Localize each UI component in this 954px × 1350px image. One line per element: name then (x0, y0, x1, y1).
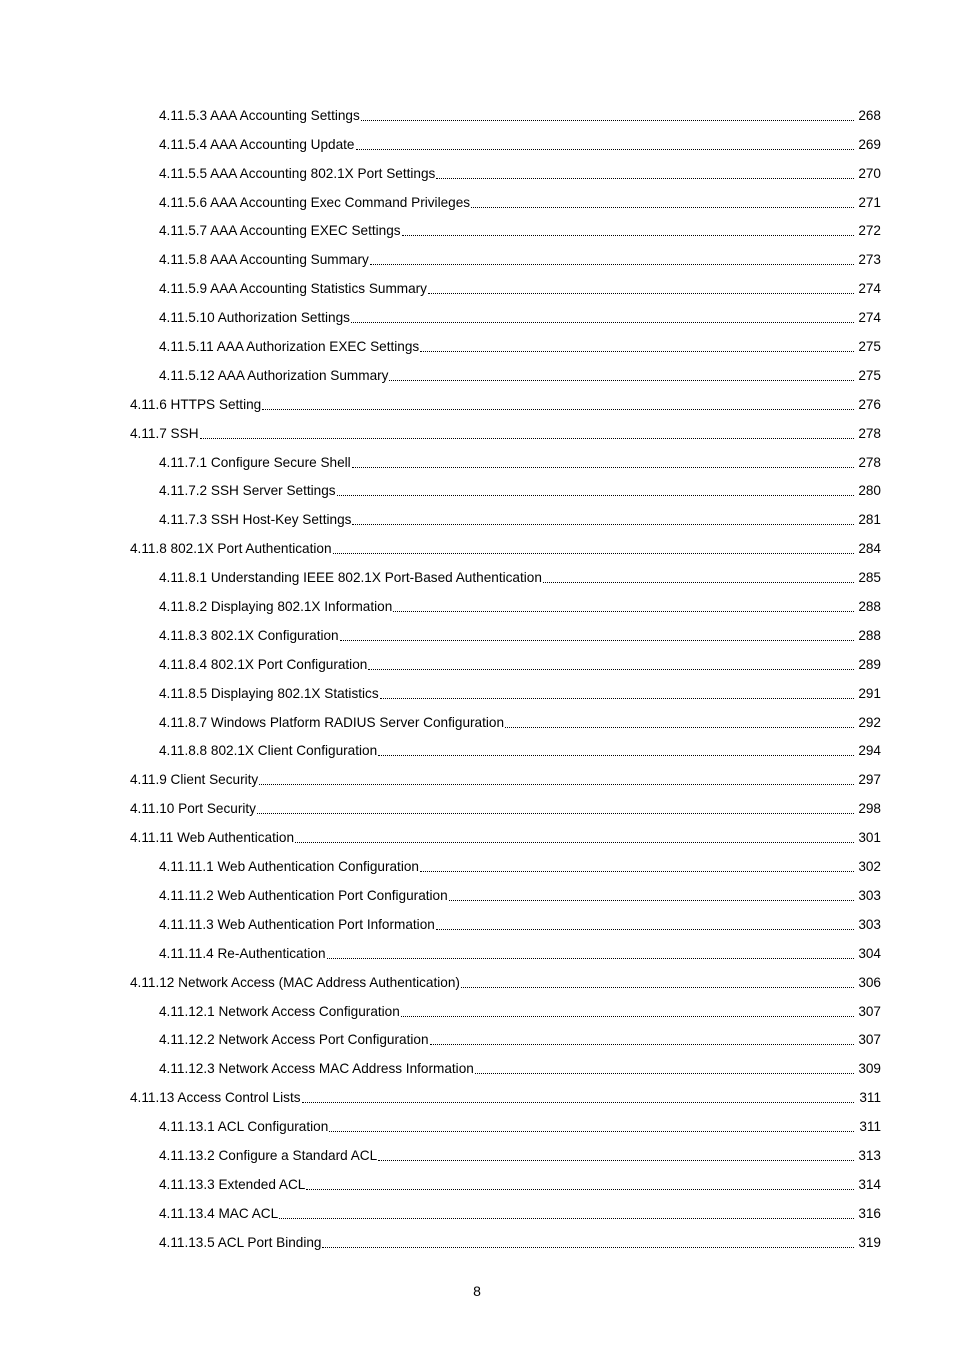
toc-entry[interactable] (0, 504, 954, 533)
toc-entry[interactable] (0, 793, 954, 822)
toc-entry-page-number: 272 (858, 223, 881, 239)
toc-entry[interactable] (0, 447, 954, 476)
toc-entry-title: 4.11.8.3 802.1X Configuration (159, 627, 339, 643)
toc-dot-leader (420, 350, 854, 352)
toc-entry-title: 4.11.8.2 Displaying 802.1X Information (159, 599, 393, 615)
toc-entry[interactable] (0, 591, 954, 620)
toc-entry[interactable] (0, 851, 954, 880)
toc-entry[interactable] (0, 967, 954, 996)
toc-entry-title: 4.11.8.5 Displaying 802.1X Statistics (159, 685, 379, 701)
toc-dot-leader (436, 177, 854, 179)
toc-entry-title: 4.11.5.8 AAA Accounting Summary (159, 252, 369, 268)
toc-dot-leader (402, 234, 854, 236)
toc-dot-leader (430, 1043, 855, 1045)
toc-entry-title: 4.11.5.7 AAA Accounting EXEC Settings (159, 223, 401, 239)
toc-entry-title: 4.11.5.12 AAA Authorization Summary (159, 367, 389, 383)
toc-entry-page-number: 307 (858, 1003, 881, 1019)
toc-entry[interactable] (0, 273, 954, 302)
toc-entry-title: 4.11.5.9 AAA Accounting Statistics Summary (159, 281, 427, 297)
toc-dot-leader (356, 148, 855, 150)
toc-entry-page-number: 288 (858, 627, 881, 643)
toc-entry[interactable] (0, 1025, 954, 1054)
toc-entry-page-number: 313 (858, 1147, 881, 1163)
toc-entry[interactable] (0, 1198, 954, 1227)
toc-entry-title: 4.11.11 Web Authentication (130, 830, 294, 846)
toc-dot-leader (368, 668, 854, 670)
toc-dot-leader (279, 1217, 854, 1219)
toc-entry-page-number: 297 (858, 772, 881, 788)
toc-dot-leader (505, 726, 854, 728)
toc-entry-page-number: 316 (858, 1205, 881, 1221)
toc-entry-title: 4.11.7 SSH (130, 425, 199, 441)
toc-dot-leader (329, 1130, 854, 1132)
toc-entry-page-number: 273 (858, 252, 881, 268)
toc-entry-title: 4.11.8 802.1X Port Authentication (130, 541, 332, 557)
toc-entry-page-number: 311 (859, 1119, 881, 1135)
toc-entry[interactable] (0, 418, 954, 447)
toc-entry-title: 4.11.11.1 Web Authentication Configuration (159, 859, 419, 875)
toc-entry-title: 4.11.5.11 AAA Authorization EXEC Settings (159, 339, 420, 355)
toc-dot-leader (361, 119, 854, 121)
toc-entry-title: 4.11.13.5 ACL Port Binding (159, 1234, 322, 1250)
toc-dot-leader (461, 986, 854, 988)
toc-dot-leader (302, 1101, 854, 1103)
toc-entry-page-number: 278 (858, 425, 881, 441)
toc-dot-leader (401, 1015, 854, 1017)
toc-entry-title: 4.11.5.3 AAA Accounting Settings (159, 107, 360, 123)
toc-entry-title: 4.11.5.6 AAA Accounting Exec Command Privileges (159, 194, 471, 210)
toc-entry[interactable] (0, 244, 954, 273)
toc-dot-leader (340, 639, 854, 641)
toc-entry-title: 4.11.6 HTTPS Setting (130, 396, 262, 412)
table-of-contents (0, 100, 954, 1256)
toc-entry-title: 4.11.7.3 SSH Host-Key Settings (159, 512, 352, 528)
toc-entry-title: 4.11.8.7 Windows Platform RADIUS Server Configuration (159, 714, 505, 730)
toc-entry-title: 4.11.11.4 Re-Authentication (159, 945, 326, 961)
toc-dot-leader (475, 1072, 854, 1074)
toc-entry-page-number: 301 (858, 830, 881, 846)
toc-entry[interactable] (0, 533, 954, 562)
toc-entry-page-number: 309 (858, 1061, 881, 1077)
toc-entry-title: 4.11.11.2 Web Authentication Port Configuration (159, 887, 448, 903)
toc-entry-page-number: 275 (858, 367, 881, 383)
toc-entry-page-number: 302 (858, 859, 881, 875)
toc-dot-leader (378, 1159, 854, 1161)
toc-entry-title: 4.11.8.4 802.1X Port Configuration (159, 656, 368, 672)
toc-dot-leader (259, 783, 854, 785)
toc-entry[interactable] (0, 331, 954, 360)
toc-entry-page-number: 269 (858, 136, 881, 152)
toc-entry-page-number: 314 (858, 1176, 881, 1192)
toc-dot-leader (428, 292, 854, 294)
toc-entry-title: 4.11.5.10 Authorization Settings (159, 310, 350, 326)
toc-dot-leader (420, 870, 854, 872)
toc-entry-page-number: 281 (858, 512, 881, 528)
toc-dot-leader (352, 523, 854, 525)
toc-dot-leader (543, 581, 854, 583)
toc-entry[interactable] (0, 1053, 954, 1082)
toc-dot-leader (322, 1246, 854, 1248)
toc-entry[interactable] (0, 158, 954, 187)
toc-entry-title: 4.11.11.3 Web Authentication Port Information (159, 916, 435, 932)
toc-dot-leader (262, 408, 854, 410)
toc-entry-page-number: 291 (858, 685, 881, 701)
toc-entry[interactable] (0, 476, 954, 505)
toc-dot-leader (200, 437, 854, 439)
toc-entry-title: 4.11.9 Client Security (130, 772, 259, 788)
toc-entry-page-number: 311 (859, 1090, 881, 1106)
toc-dot-leader (471, 206, 854, 208)
toc-entry-title: 4.11.7.2 SSH Server Settings (159, 483, 336, 499)
toc-entry-page-number: 319 (858, 1234, 881, 1250)
toc-entry-title: 4.11.12.3 Network Access MAC Address Information (159, 1061, 474, 1077)
toc-dot-leader (337, 494, 854, 496)
toc-entry-title: 4.11.10 Port Security (130, 801, 256, 817)
toc-entry[interactable] (0, 764, 954, 793)
toc-dot-leader (370, 263, 854, 265)
page-number: 8 (473, 1283, 481, 1299)
toc-entry-page-number: 298 (858, 801, 881, 817)
toc-entry-page-number: 274 (858, 310, 881, 326)
toc-entry-page-number: 306 (858, 974, 881, 990)
toc-entry-title: 4.11.13.4 MAC ACL (159, 1205, 279, 1221)
toc-entry-page-number: 275 (858, 339, 881, 355)
toc-dot-leader (306, 1188, 854, 1190)
toc-entry-page-number: 303 (858, 887, 881, 903)
toc-entry-page-number: 284 (858, 541, 881, 557)
toc-entry-page-number: 292 (858, 714, 881, 730)
toc-entry-title: 4.11.12.2 Network Access Port Configuration (159, 1032, 429, 1048)
toc-entry[interactable] (0, 996, 954, 1025)
toc-entry-title: 4.11.12.1 Network Access Configuration (159, 1003, 400, 1019)
toc-entry-page-number: 274 (858, 281, 881, 297)
toc-entry[interactable] (0, 302, 954, 331)
toc-dot-leader (333, 552, 854, 554)
toc-entry[interactable] (0, 1082, 954, 1111)
toc-entry[interactable] (0, 736, 954, 765)
toc-entry-title: 4.11.8.1 Understanding IEEE 802.1X Port-Based Authentication (159, 570, 542, 586)
toc-dot-leader (257, 812, 854, 814)
toc-entry-page-number: 285 (858, 570, 881, 586)
toc-dot-leader (389, 379, 854, 381)
toc-entry-page-number: 280 (858, 483, 881, 499)
toc-entry-title: 4.11.8.8 802.1X Client Configuration (159, 743, 378, 759)
toc-entry-title: 4.11.5.4 AAA Accounting Update (159, 136, 355, 152)
toc-entry[interactable] (0, 909, 954, 938)
toc-entry[interactable] (0, 187, 954, 216)
toc-entry[interactable] (0, 100, 954, 129)
toc-entry-page-number: 268 (858, 107, 881, 123)
toc-dot-leader (295, 841, 854, 843)
toc-entry-title: 4.11.12 Network Access (MAC Address Authentication) (130, 974, 460, 990)
toc-dot-leader (378, 754, 854, 756)
toc-entry[interactable] (0, 822, 954, 851)
toc-dot-leader (393, 610, 854, 612)
toc-entry-page-number: 288 (858, 599, 881, 615)
toc-entry-title: 4.11.7.1 Configure Secure Shell (159, 454, 351, 470)
toc-entry[interactable] (0, 389, 954, 418)
toc-entry-page-number: 276 (858, 396, 881, 412)
toc-entry-page-number: 307 (858, 1032, 881, 1048)
toc-entry[interactable] (0, 1169, 954, 1198)
toc-dot-leader (436, 928, 854, 930)
toc-dot-leader (449, 899, 854, 901)
toc-entry-page-number: 270 (858, 165, 881, 181)
toc-entry-page-number: 271 (858, 194, 881, 210)
toc-entry[interactable] (0, 880, 954, 909)
toc-entry[interactable] (0, 649, 954, 678)
toc-entry-title: 4.11.5.5 AAA Accounting 802.1X Port Settings (159, 165, 436, 181)
toc-dot-leader (351, 321, 854, 323)
toc-dot-leader (352, 466, 854, 468)
toc-entry-title: 4.11.13.2 Configure a Standard ACL (159, 1147, 378, 1163)
toc-entry[interactable] (0, 1227, 954, 1256)
toc-entry[interactable] (0, 129, 954, 158)
toc-entry-page-number: 304 (858, 945, 881, 961)
toc-entry[interactable] (0, 620, 954, 649)
toc-dot-leader (380, 697, 854, 699)
toc-entry[interactable] (0, 1111, 954, 1140)
toc-entry[interactable] (0, 360, 954, 389)
toc-entry[interactable] (0, 1140, 954, 1169)
toc-entry[interactable] (0, 216, 954, 245)
toc-entry-page-number: 303 (858, 916, 881, 932)
toc-entry[interactable] (0, 678, 954, 707)
toc-entry[interactable] (0, 707, 954, 736)
toc-entry-title: 4.11.13 Access Control Lists (130, 1090, 301, 1106)
toc-entry[interactable] (0, 938, 954, 967)
toc-dot-leader (327, 957, 854, 959)
toc-entry[interactable] (0, 562, 954, 591)
toc-entry-title: 4.11.13.1 ACL Configuration (159, 1119, 329, 1135)
toc-entry-page-number: 278 (858, 454, 881, 470)
toc-entry-page-number: 289 (858, 656, 881, 672)
toc-entry-page-number: 294 (858, 743, 881, 759)
toc-entry-title: 4.11.13.3 Extended ACL (159, 1176, 306, 1192)
